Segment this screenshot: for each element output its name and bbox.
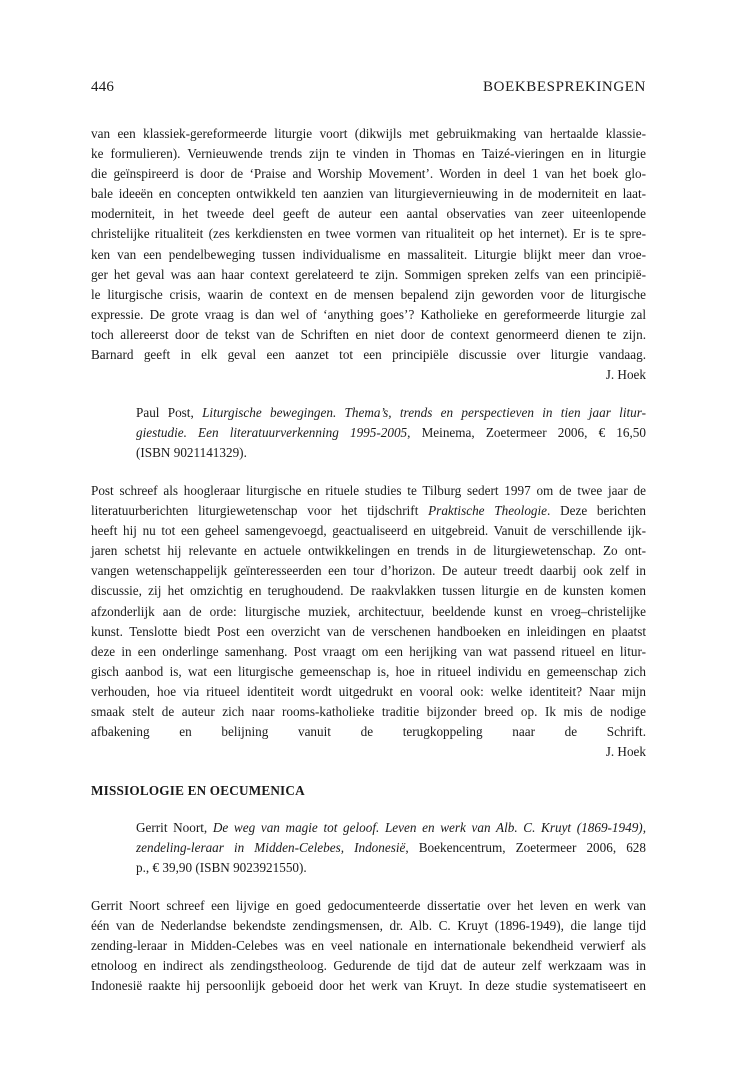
review-1-body (91, 124, 646, 385)
text-line: heeft hij nu tot een geheel samengevoegd, geactualiseerd en uitgebreid. Vanuit de verschillende ijk- (91, 523, 646, 539)
reference-title: giestudie. Een literatuurverkenning 1995-2005 (136, 425, 408, 441)
text-line: één van de Nederlandse bekendste zendingsmensen, dr. Alb. C. Kruyt (1896-1949), die lange tijd (91, 918, 646, 934)
text-line: gisch aanbod is, wat een liturgische gemeenschap is, hoe in ritueel individu en gemeenschap zich (91, 663, 646, 679)
text-line: moderniteit, in het tweede deel geeft de auteur een aantal observaties van zeer uiteenlopende (91, 206, 646, 222)
text-line: ke formulieren). Vernieuwende trends zijn te vinden in Thomas en Taizé-vieringen en in liturgie (91, 146, 646, 162)
book-reference-2 (136, 818, 646, 879)
text-line: smaak stelt de auteur zich naar rooms-katholieke traditie bijzonder breed op. Ik mis de nodige (91, 704, 646, 720)
text-line: verhouden, hoe via ritueel identiteit wordt uitgedrukt en vooral ook: welke identiteit? Naar mijn (91, 683, 646, 699)
text-line: Barnard geeft in elk geval een aanzet tot een principiële discussie over liturgie vandaag. (91, 347, 646, 363)
text-line: ken van een pendelbeweging tussen individualisme en massaliteit. Liturgie blijkt meer dan vroe- (91, 246, 646, 262)
text-line: discussie, zij het omzichtig en terughoudend. De raakvlakken tussen liturgie en de kunsten komen (91, 583, 646, 599)
page-header (91, 79, 646, 96)
reference-title: zendeling-leraar in Midden-Celebes, Indonesië (136, 840, 406, 856)
reference-title: De weg van magie tot geloof. Leven en werk van Alb. C. Kruyt (1869-1949), (212, 820, 646, 835)
text-line: van een klassiek-gereformeerde liturgie voort (dikwijls met gebruikmaking van hertaalde klassie- (91, 126, 646, 141)
text-line: die geïnspireerd is door de ‘Praise and Worship Movement’. Worden in deel 1 van het boek glo- (91, 166, 646, 182)
text-line: christelijke ritualiteit (zes kerkdiensten en twee vormen van ritualiteit op het internet). Er is te spre- (91, 226, 646, 242)
text-line: jaren schetst hij relevante en actuele ontwikkelingen en trends in de liturgiewetenschap. Zo ont- (91, 543, 646, 559)
review-2-body (91, 481, 646, 762)
text-span: literatuurberichten liturgiewetenschap voor het tijdschrift (91, 503, 429, 519)
running-head: BOEKBESPREKINGEN (483, 79, 646, 95)
text-line: Indonesië raakte hij persoonlijk geboeid door het werk van Kruyt. In deze studie systematiseert en (91, 978, 646, 994)
text-line: afzonderlijk aan de orde: liturgische muziek, architectuur, beeldende kunst en vroeg–christelijke (91, 603, 646, 619)
text-line (91, 501, 646, 521)
text-line: Gerrit Noort schreef een lijvige en goed gedocumenteerde dissertatie over het leven en werk van (91, 898, 646, 913)
review-3-body (91, 896, 646, 996)
text-line: expressie. De grote vraag is dan wel of ‘anything goes’? Katholieke en gereformeerde liturgie zal (91, 306, 646, 322)
reference-publication: , Boekencentrum, Zoetermeer 2006, 628 (405, 840, 646, 856)
review-1-signature: J. Hoek (605, 367, 646, 383)
section-heading: MISSIOLOGIE EN OECUMENICA (91, 783, 305, 798)
journal-title: Praktische Theologie (428, 503, 548, 519)
text-line: deze in een onderlinge samenhang. Post vraagt om een herijking van wat passend ritueel en litur- (91, 643, 646, 659)
page-number: 446 (91, 79, 115, 95)
text-line: le liturgische crisis, waarin de context en de mensen bepalend zijn geworden voor de liturgische (91, 286, 646, 302)
text-line: toch allereerst door de tekst van de Schriften en niet door de context genormeerd dienen te zijn. (91, 326, 646, 342)
text-span: . Deze berichten (547, 503, 646, 519)
reference-author: Gerrit Noort, (136, 820, 213, 835)
text-line: afbakening en belijning vanuit de terugkoppeling naar de Schrift. (91, 724, 646, 740)
text-line: ger het geval was aan haar context gerelateerd te zijn. Sommigen spreken zelfs van een principië- (91, 266, 646, 282)
reference-title: Liturgische bewegingen. Thema’s, trends en perspectieven in tien jaar litur- (202, 405, 646, 420)
book-reference-1 (136, 403, 646, 464)
reference-isbn: (ISBN 9021141329). (136, 445, 247, 461)
reference-publication: , Meinema, Zoetermeer 2006, € 16,50 (407, 425, 646, 441)
text-line: bale ideeën en concepten ontwikkeld ten aanzien van liturgievernieuwing in de moderniteit en laat- (91, 186, 646, 202)
review-2-signature: J. Hoek (605, 744, 646, 760)
text-line: zending-leraar in Midden-Celebes was en veel nationale en internationale bekendheid verwierf als (91, 938, 646, 954)
text-line: Post schreef als hoogleraar liturgische en rituele studies te Tilburg sedert 1997 om de twee jaar de (91, 483, 646, 498)
reference-isbn: p., € 39,90 (ISBN 9023921550). (136, 860, 307, 876)
text-line: kunst. Tenslotte biedt Post een overzicht van de verschenen handboeken en inleidingen en plaatst (91, 623, 646, 639)
text-line: etnoloog en indirect als zendingstheoloog. Gedurende de tijd dat de auteur zelf werkzaam was in (91, 958, 646, 974)
reference-author: Paul Post, (136, 405, 203, 420)
text-line: vangen wetenschappelijk geïnteresseerden een tour d’horizon. De auteur treedt daarbij ook zelf in (91, 563, 646, 579)
